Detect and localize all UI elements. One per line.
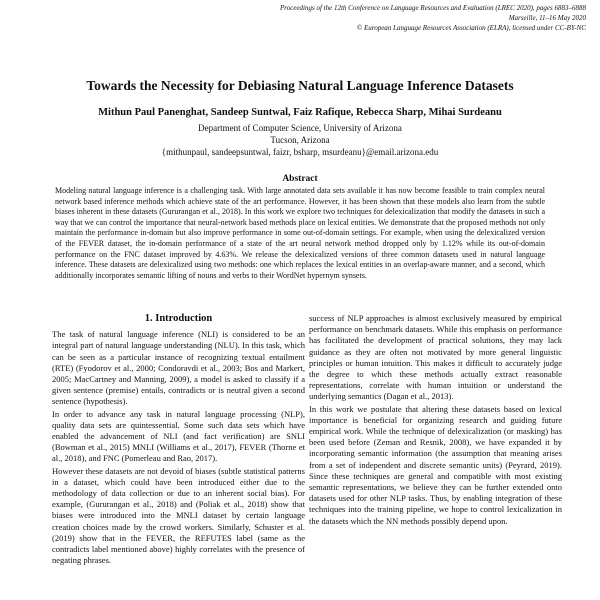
intro-paragraph-5: In this work we postulate that altering these datasets based on lexical importance is beneficial for organizing research and guiding future empirical work. While the technique of delexicalization (or masking) has been used before (Zeman and Resnik, 2008), we have expanded it by incorporating semantic information (the assumption that meaning arises from a set of independent and discrete semantic units) (Peyrard, 2019). Since these techniques are general and compatible with most existing semantic representations, we believe they can be further extended onto datasets used for other NLP tasks. Thus, by enabling integration of these techniques into the training pipeline, we hope to control lexicalization in the datasets which the NN methods possibly depend upon.	[309, 403, 562, 526]
intro-paragraph-3: However these datasets are not devoid of biases (subtle statistical patterns in a dataset, which could have been introduced either due to the methodology of data collection or due to an inherent social bias). For example, (Gururangan et al., 2018) and (Poliak et al., 2018) show that biases were introduced into the MNLI dataset by certain language creation choices made by the crowd workers. Similarly, Schuster et al. (2019) show that in the FEVER, the REFUTES label (same as the contradicts label mentioned above) highly correlates with the presence of negating phrases.	[52, 465, 305, 566]
paper-title: Towards the Necessity for Debiasing Natural Language Inference Datasets	[86, 78, 514, 93]
affiliation	[0, 122, 600, 158]
proceedings-header	[256, 3, 586, 33]
proceedings-line-1: Proceedings of the 12th Conference on Language Resources and Evaluation (LREC 2020), pages 6883–6888	[279, 4, 586, 12]
department: Department of Computer Science, University of Arizona	[198, 123, 402, 133]
abstract-heading: Abstract	[282, 174, 318, 184]
intro-paragraph-2: In order to advance any task in natural language processing (NLP), quality data sets are quintessential. Some such data sets which have enabled the advancement of NLI (and fact verification) are SNLI (Bowman et al., 2015) MNLI (Williams et al., 2017), FEVER (Thorne et al., 2018), and FNC (Pomerleau and Rao, 2017).	[52, 408, 305, 464]
location: Tucson, Arizona	[270, 135, 330, 145]
abstract-text: Modeling natural language inference is a challenging task. With large annotated data sets available it has now become feasible to train complex neural network based inference methods which achieve state of the art performance. However, it has been shown that these models also learn from the subtle biases inherent in these datasets (Gururangan et al., 2018). In this work we explore two techniques for delexicalization that modify the datasets in such a way that we can control the importance that neural-network based methods place on lexical entities. We demonstrate that the proposed methods not only maintain the performance in-domain but also improve performance in some out-of-domain settings. For example, when using the delexicalized version of the FEVER dataset, the in-domain performance of a state of the art neural network method dropped only by 1.12% while its out-of-domain performance on the FNC dataset improved by 4.63%. We release the delexicalized versions of three common datasets used in natural language inference. These datasets are delexicalized using two methods: one which replaces the lexical entities in an overlap-aware manner, and a second, which additionally incorporates semantic lifting of nouns and verbs to their WordNet hypernym synsets.	[55, 186, 545, 280]
section-heading-introduction: 1. Introduction	[144, 313, 213, 324]
paper-authors: Mithun Paul Panenghat, Sandeep Suntwal, Faiz Rafique, Rebecca Sharp, Mihai Surdeanu	[98, 107, 502, 118]
intro-paragraph-1: The task of natural language inference (NLI) is considered to be an integral part of natural language understanding (NLU). In this task, which can be seen as a particular instance of recognizing textual entailment (RTE) (Fyodorov et al., 2000; Condoravdi et al., 2003; Bos and Markert, 2005; MacCartney and Manning, 2009), a model is asked to classify if a given sentence (premise) entails, contradicts or is neutral given a second sentence (hypothesis).	[52, 329, 305, 407]
author-emails: {mithunpaul, sandeepsuntwal, faizr, bsharp, msurdeanu}@email.arizona.edu	[161, 147, 439, 157]
proceedings-line-2: Marseille, 11–16 May 2020	[508, 14, 586, 22]
intro-paragraph-4: success of NLP approaches is almost exclusively measured by empirical performance on benchmark datasets. While this emphasis on performance has facilitated the development of practical solutions, they may lack guidance as they are often not motivated by more general linguistic principles or human intuition. This makes it difficult to accurately judge the degree to which these methods actually extract reasonable representations, correlate with human intuition or understand the underlying semantics (Dagan et al., 2013).	[309, 313, 562, 402]
right-column	[309, 313, 562, 600]
proceedings-line-3: © European Language Resources Association (ELRA), licensed under CC-BY-NC	[356, 24, 586, 32]
left-column	[52, 313, 305, 600]
